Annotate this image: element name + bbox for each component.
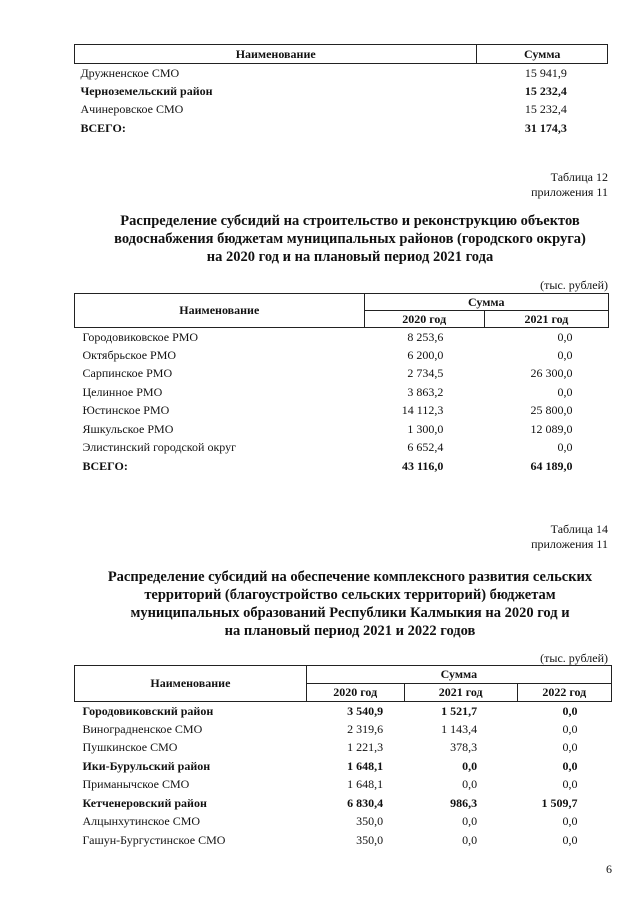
- row-value-2020: 14 112,3: [401, 403, 444, 418]
- row-name: Городовиковский район: [82, 703, 214, 718]
- table-14-label-line2: приложения 11: [531, 537, 608, 551]
- section-14-title-line4: на плановый период 2021 и 2022 годов: [224, 623, 476, 639]
- row-name: Ики-Бурульский район: [82, 758, 211, 773]
- row-value-2021: 0,0: [462, 777, 478, 792]
- table-row: [75, 739, 612, 758]
- row-value-2021: 64 189,0: [530, 458, 573, 473]
- row-value-2020: 1 300,0: [407, 421, 444, 436]
- row-name: Городовиковское РМО: [82, 329, 199, 344]
- row-value-2022: 1 509,7: [541, 795, 578, 810]
- table-row: [75, 82, 608, 101]
- row-value-2022: 0,0: [562, 814, 578, 829]
- row-name: Кетченеровский район: [82, 795, 207, 810]
- table-row: [75, 101, 608, 120]
- table-row: [75, 420, 609, 439]
- table-row: [75, 757, 612, 776]
- row-value-2021: 0,0: [462, 832, 478, 847]
- table-row: [75, 439, 609, 458]
- section-12-title-line2: водоснабжения бюджетам муниципальных районов (городского округа): [114, 231, 586, 247]
- section-12-title: [60, 212, 640, 266]
- table-row: [75, 794, 612, 813]
- row-name: Яшкульское РМО: [82, 421, 174, 436]
- table-14: [74, 665, 612, 850]
- table-12-header-name: Наименование: [75, 294, 365, 328]
- table-row: [75, 831, 612, 850]
- row-value-2021: 12 089,0: [530, 421, 573, 436]
- row-value-2022: 0,0: [562, 758, 578, 773]
- row-value-2022: 0,0: [562, 777, 578, 792]
- table-row: [75, 402, 609, 421]
- row-value-2022: 0,0: [562, 832, 578, 847]
- table-12-header-sum: Сумма: [364, 294, 608, 311]
- row-value-2021: 378,3: [450, 740, 478, 755]
- table-12: [74, 293, 609, 476]
- table-14-label: [408, 522, 608, 552]
- table-row: [75, 702, 612, 721]
- row-value-2020: 350,0: [356, 832, 384, 847]
- row-value-2021: 0,0: [557, 384, 573, 399]
- row-name: ВСЕГО:: [80, 120, 126, 135]
- row-value-2020: 2 319,6: [347, 721, 384, 736]
- row-value-2021: 986,3: [450, 795, 478, 810]
- row-name: Алцынхутинское СМО: [82, 814, 201, 829]
- table-row: [75, 328, 609, 347]
- row-value-2021: 25 800,0: [530, 403, 573, 418]
- table-14-header-2020: 2020 год: [306, 684, 404, 702]
- table-row: [75, 64, 608, 83]
- table-1-header-sum: Сумма: [477, 45, 608, 64]
- row-name: Юстинское РМО: [82, 403, 170, 418]
- table-1-header-name: Наименование: [75, 45, 477, 64]
- page-number: 6: [606, 862, 612, 876]
- row-value-2020: 1 648,1: [347, 758, 384, 773]
- table-14-header-name: Наименование: [75, 666, 307, 702]
- row-name: Ачинеровское СМО: [80, 102, 184, 117]
- row-name: Гашун-Бургустинское СМО: [82, 832, 226, 847]
- row-name: Черноземельский район: [80, 83, 213, 98]
- section-12-units: (тыс. рублей): [540, 278, 608, 292]
- row-value-2021: 26 300,0: [530, 366, 573, 381]
- row-value-2022: 0,0: [562, 703, 578, 718]
- row-value-2020: 1 221,3: [347, 740, 384, 755]
- table-row: [75, 457, 609, 476]
- row-name: Пушкинское СМО: [82, 740, 178, 755]
- section-14-title-line2: территорий (благоустройство сельских территорий) бюджетам: [144, 587, 556, 603]
- table-12-label-line2: приложения 11: [531, 185, 608, 199]
- row-value-2020: 3 540,9: [347, 703, 384, 718]
- row-name: Приманычское СМО: [82, 777, 190, 792]
- section-12-title-line1: Распределение субсидий на строительство и реконструкцию объектов: [120, 213, 580, 229]
- row-sum: 15 232,4: [524, 102, 567, 117]
- table-row: [75, 813, 612, 832]
- row-name: Октябрьское РМО: [82, 347, 177, 362]
- table-row: [75, 365, 609, 384]
- row-value-2021: 1 521,7: [441, 703, 478, 718]
- row-name: Целинное РМО: [82, 384, 163, 399]
- table-row: [75, 346, 609, 365]
- row-value-2020: 6 830,4: [347, 795, 384, 810]
- row-sum: 15 941,9: [524, 65, 567, 80]
- row-value-2022: 0,0: [562, 721, 578, 736]
- row-value-2021: 0,0: [462, 814, 478, 829]
- row-name: Элистинский городской округ: [82, 440, 237, 455]
- row-value-2022: 0,0: [562, 740, 578, 755]
- row-value-2020: 2 734,5: [407, 366, 444, 381]
- table-12-header-2020: 2020 год: [364, 311, 484, 328]
- row-value-2020: 6 200,0: [407, 347, 444, 362]
- table-12-header-2021: 2021 год: [484, 311, 608, 328]
- section-14-title-line3: муниципальных образований Республики Калмыкия на 2020 год и: [130, 605, 570, 621]
- row-value-2020: 350,0: [356, 814, 384, 829]
- row-value-2020: 8 253,6: [407, 329, 444, 344]
- row-value-2020: 6 652,4: [407, 440, 444, 455]
- table-row: [75, 119, 608, 138]
- table-14-header-2021: 2021 год: [404, 684, 517, 702]
- row-name: ВСЕГО:: [82, 458, 128, 473]
- section-12-title-line3: на 2020 год и на плановый период 2021 года: [206, 249, 494, 265]
- row-value-2021: 0,0: [557, 347, 573, 362]
- table-row: [75, 720, 612, 739]
- row-value-2021: 1 143,4: [441, 721, 478, 736]
- row-sum: 15 232,4: [524, 83, 567, 98]
- section-14-title-line1: Распределение субсидий на обеспечение комплексного развития сельских: [107, 569, 593, 585]
- row-value-2020: 1 648,1: [347, 777, 384, 792]
- row-name: Сарпинское РМО: [82, 366, 173, 381]
- table-12-label-line1: Таблица 12: [550, 170, 608, 184]
- row-sum: 31 174,3: [524, 120, 567, 135]
- table-row: [75, 776, 612, 795]
- row-name: Дружненское СМО: [80, 65, 180, 80]
- row-value-2020: 43 116,0: [402, 458, 444, 473]
- table-1: [74, 44, 608, 138]
- row-value-2021: 0,0: [557, 329, 573, 344]
- row-name: Виноградненское СМО: [82, 721, 203, 736]
- table-row: [75, 383, 609, 402]
- row-value-2020: 3 863,2: [407, 384, 444, 399]
- section-14-units: (тыс. рублей): [540, 651, 608, 665]
- section-14-title: [60, 568, 640, 640]
- table-14-header-2022: 2022 год: [517, 684, 611, 702]
- table-14-label-line1: Таблица 14: [550, 522, 608, 536]
- row-value-2021: 0,0: [462, 758, 478, 773]
- table-12-label: [408, 170, 608, 200]
- row-value-2021: 0,0: [557, 440, 573, 455]
- table-14-header-sum: Сумма: [306, 666, 611, 684]
